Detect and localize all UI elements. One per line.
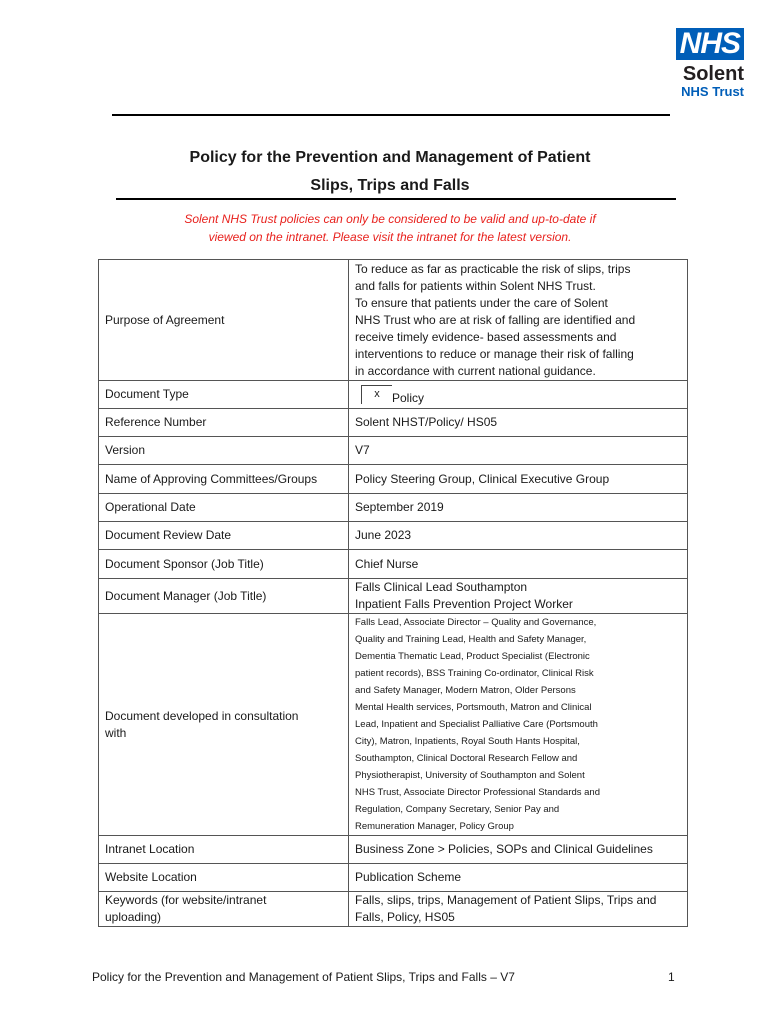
nhs-solent-logo [662, 28, 744, 99]
table-row [99, 381, 688, 409]
row-label: Operational Date [99, 494, 349, 522]
top-rule [112, 114, 670, 116]
table-row [99, 614, 688, 836]
policy-checkbox[interactable]: x [361, 385, 392, 404]
review-date-value: June 2023 [349, 522, 688, 550]
committees-value: Policy Steering Group, Clinical Executive Group [349, 465, 688, 494]
table-row [99, 465, 688, 494]
nhs-logo-mark: NHS [676, 28, 744, 60]
purpose-value: To reduce as far as practicable the risk of slips, trips and falls for patients within Solent NHS Trust. To ensure that patients under the care of Solent NHS Trust who are at risk of falling are identified and receive timely evidence- based assessments and interventions to reduce or manage their risk of falling in accordance with current national guidance. [349, 260, 688, 381]
row-label: Keywords (for website/intranet uploading) [99, 892, 349, 927]
row-label: Document Manager (Job Title) [99, 579, 349, 614]
page-number: 1 [668, 970, 675, 984]
row-label: Name of Approving Committees/Groups [99, 465, 349, 494]
org-name: Solent [682, 63, 744, 85]
row-label: Document Sponsor (Job Title) [99, 550, 349, 579]
table-row [99, 409, 688, 437]
table-row [99, 579, 688, 614]
document-info-table [98, 259, 688, 927]
table-row [99, 892, 688, 927]
row-label: Document Review Date [99, 522, 349, 550]
page-title [110, 144, 670, 200]
row-label: Purpose of Agreement [99, 260, 349, 381]
manager-value: Falls Clinical Lead Southampton Inpatient Falls Prevention Project Worker [349, 579, 688, 614]
table-row [99, 437, 688, 465]
row-label: Website Location [99, 864, 349, 892]
doc-type-value [349, 381, 688, 409]
row-label: Document developed in consultation with [99, 614, 349, 836]
table-row [99, 836, 688, 864]
table-row [99, 522, 688, 550]
table-row [99, 550, 688, 579]
ref-value: Solent NHST/Policy/ HS05 [349, 409, 688, 437]
doc-type-label: Policy [392, 391, 425, 405]
version-value: V7 [349, 437, 688, 465]
table-row [99, 260, 688, 381]
keywords-value: Falls, slips, trips, Management of Patient Slips, Trips and Falls, Policy, HS05 [349, 892, 688, 927]
row-label: Reference Number [99, 409, 349, 437]
table-row [99, 494, 688, 522]
title-rule [116, 198, 676, 200]
row-label: Document Type [99, 381, 349, 409]
website-value: Publication Scheme [349, 864, 688, 892]
row-label: Intranet Location [99, 836, 349, 864]
table-row [99, 864, 688, 892]
op-date-value: September 2019 [349, 494, 688, 522]
title-line-2: Slips, Trips and Falls [310, 177, 470, 194]
intranet-value: Business Zone > Policies, SOPs and Clinical Guidelines [349, 836, 688, 864]
sponsor-value: Chief Nurse [349, 550, 688, 579]
row-label: Version [99, 437, 349, 465]
intranet-notice [110, 210, 670, 246]
notice-line-1: Solent NHS Trust policies can only be considered to be valid and up-to-date if [184, 212, 596, 226]
consultation-value: Falls Lead, Associate Director – Quality and Governance, Quality and Training Lead, Health and Safety Manager, Dementia Thematic Lead, Product Specialist (Electronic patient records), BSS Training Co-ordinator, Clinical Risk and Safety Manager, Modern Matron, Older Persons Mental Health services, Portsmouth, Matron and Clinical Lead, Inpatient and Specialist Palliative Care (Portsmouth City), Matron, Inpatients, Royal South Hants Hospital, Southampton, Clinical Doctoral Research Fellow and Physiotherapist, University of Southampton and Solent NHS Trust, Associate Director Professional Standards and Regulation, Company Secretary, Senior Pay and Remuneration Manager, Policy Group [349, 614, 688, 836]
footer-title: Policy for the Prevention and Management of Patient Slips, Trips and Falls – V7 [92, 970, 515, 984]
notice-line-2: viewed on the intranet. Please visit the intranet for the latest version. [208, 230, 572, 244]
org-subtitle: NHS Trust [681, 84, 744, 99]
title-line-1: Policy for the Prevention and Management of Patient [189, 149, 591, 166]
